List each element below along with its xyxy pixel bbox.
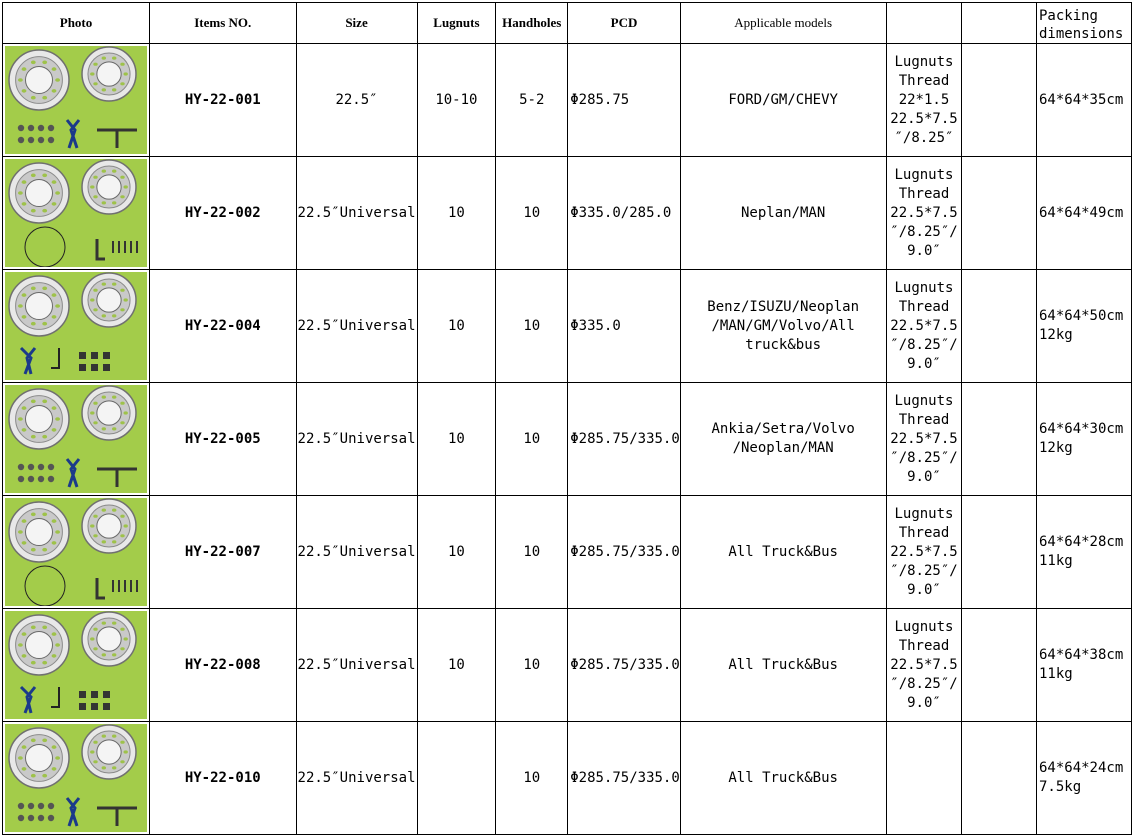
product-photo [5, 272, 147, 380]
table-row [3, 270, 1132, 383]
thread-line: 22.5*7.5 [890, 317, 958, 334]
packing-line: 7.5kg [1038, 779, 1082, 795]
thread-spec [886, 270, 962, 383]
thread-line: 22.5*7.5 [890, 110, 958, 127]
model-line: All Truck&Bus [728, 543, 838, 560]
table-row [3, 722, 1132, 835]
header-row [3, 3, 1132, 44]
packing-line: 64*64*28cm [1038, 534, 1124, 550]
packing-line: 11kg [1038, 666, 1073, 682]
applicable-models [680, 722, 886, 835]
thread-spec [886, 157, 962, 270]
applicable-models [680, 157, 886, 270]
size-value: 22.5″Universal [296, 383, 417, 496]
product-photo-cell [3, 609, 150, 722]
table-row [3, 157, 1132, 270]
lugnuts-value [417, 722, 496, 835]
table-row [3, 383, 1132, 496]
pcd-value: Φ285.75/335.0 [568, 383, 681, 496]
item-number: HY-22-004 [150, 270, 297, 383]
product-photo-cell [3, 383, 150, 496]
extra-cell [962, 609, 1037, 722]
extra-cell [962, 157, 1037, 270]
handholes-value: 10 [496, 496, 568, 609]
thread-line: ″/8.25″/ [890, 336, 958, 353]
pcd-value: Φ285.75/335.0 [568, 609, 681, 722]
product-photo [5, 159, 147, 267]
packing-line: 64*64*38cm [1038, 647, 1124, 663]
model-line: Benz/ISUZU/Neoplan [707, 298, 859, 315]
pcd-value: Φ285.75 [568, 44, 681, 157]
model-line: Neplan/MAN [741, 204, 826, 221]
handholes-value: 10 [496, 270, 568, 383]
packing-line: 64*64*35cm [1038, 91, 1124, 108]
thread-line: 22.5*7.5 [890, 543, 958, 560]
header-blank-1 [886, 3, 962, 44]
model-line: All Truck&Bus [728, 769, 838, 786]
product-photo [5, 46, 147, 154]
size-value: 22.5″ [296, 44, 417, 157]
size-value: 22.5″Universal [296, 722, 417, 835]
item-number: HY-22-002 [150, 157, 297, 270]
lugnuts-value: 10 [417, 383, 496, 496]
packing-line: 64*64*50cm [1038, 308, 1124, 324]
thread-spec [886, 44, 962, 157]
applicable-models [680, 609, 886, 722]
thread-line: 9.0″ [907, 694, 941, 711]
thread-line: Thread [898, 637, 950, 654]
header-item-no: Items NO. [150, 3, 297, 44]
lugnuts-value: 10 [417, 496, 496, 609]
model-line: /Neoplan/MAN [732, 440, 834, 456]
size-value: 22.5″Universal [296, 496, 417, 609]
size-value: 22.5″Universal [296, 270, 417, 383]
product-photo-cell [3, 496, 150, 609]
packing-dimensions [1036, 157, 1131, 270]
size-value: 22.5″Universal [296, 609, 417, 722]
applicable-models [680, 44, 886, 157]
thread-line: 9.0″ [907, 581, 941, 598]
thread-line: Lugnuts [894, 53, 954, 70]
thread-spec [886, 496, 962, 609]
header-blank-2 [962, 3, 1037, 44]
item-number: HY-22-010 [150, 722, 297, 835]
applicable-models [680, 270, 886, 383]
packing-dimensions [1036, 270, 1131, 383]
product-photo-cell [3, 270, 150, 383]
thread-line: Thread [898, 72, 950, 89]
handholes-value: 10 [496, 157, 568, 270]
header-handholes: Handholes [496, 3, 568, 44]
extra-cell [962, 383, 1037, 496]
lugnuts-value: 10-10 [417, 44, 496, 157]
product-photo [5, 498, 147, 606]
thread-line: Thread [898, 298, 950, 315]
product-photo [5, 724, 147, 832]
product-photo [5, 385, 147, 493]
packing-dimensions [1036, 609, 1131, 722]
pcd-value: Φ335.0 [568, 270, 681, 383]
thread-line: 9.0″ [907, 242, 941, 259]
packing-dimensions [1036, 496, 1131, 609]
thread-line: 9.0″ [907, 355, 941, 372]
extra-cell [962, 270, 1037, 383]
extra-cell [962, 496, 1037, 609]
size-value: 22.5″Universal [296, 157, 417, 270]
item-number: HY-22-008 [150, 609, 297, 722]
product-photo-cell [3, 157, 150, 270]
pcd-value: Φ285.75/335.0 [568, 722, 681, 835]
packing-dimensions [1036, 44, 1131, 157]
header-packing-dimensions: Packing dimensions [1036, 3, 1131, 44]
model-line: Ankia/Setra/Volvo [711, 421, 855, 437]
pcd-value: Φ335.0/285.0 [568, 157, 681, 270]
handholes-value: 5-2 [496, 44, 568, 157]
lugnuts-value: 10 [417, 609, 496, 722]
product-photo-cell [3, 44, 150, 157]
packing-line: 11kg [1038, 553, 1073, 569]
thread-line: Lugnuts [894, 279, 954, 296]
header-lugnuts: Lugnuts [417, 3, 496, 44]
extra-cell [962, 44, 1037, 157]
model-line: All Truck&Bus [728, 656, 838, 673]
thread-spec [886, 609, 962, 722]
product-table [2, 2, 1132, 835]
extra-cell [962, 722, 1037, 835]
thread-line: ″/8.25″/ [890, 449, 958, 466]
applicable-models [680, 496, 886, 609]
header-pcd: PCD [568, 3, 681, 44]
header-applicable-models: Applicable models [680, 3, 886, 44]
handholes-value: 10 [496, 609, 568, 722]
thread-line: 22.5*7.5 [890, 204, 958, 221]
thread-spec [886, 383, 962, 496]
model-line: /MAN/GM/Volvo/All [711, 317, 855, 334]
thread-line: Lugnuts [894, 618, 954, 635]
thread-line: ″/8.25″/ [890, 223, 958, 240]
table-row [3, 496, 1132, 609]
header-photo: Photo [3, 3, 150, 44]
packing-line: 64*64*24cm [1038, 760, 1124, 776]
thread-line: Thread [898, 411, 950, 428]
product-photo [5, 611, 147, 719]
thread-line: Thread [898, 524, 950, 541]
applicable-models [680, 383, 886, 496]
table-row [3, 44, 1132, 157]
thread-line: Lugnuts [894, 392, 954, 409]
thread-line: Lugnuts [894, 505, 954, 522]
lugnuts-value: 10 [417, 270, 496, 383]
pcd-value: Φ285.75/335.0 [568, 496, 681, 609]
table-row [3, 609, 1132, 722]
thread-line: 22*1.5 [898, 91, 950, 108]
thread-line: Lugnuts [894, 166, 954, 183]
lugnuts-value: 10 [417, 157, 496, 270]
packing-line: 12kg [1038, 440, 1073, 456]
product-photo-cell [3, 722, 150, 835]
item-number: HY-22-007 [150, 496, 297, 609]
thread-line: 9.0″ [907, 468, 941, 485]
thread-line: ″/8.25″/ [890, 675, 958, 692]
packing-line: 12kg [1038, 327, 1073, 343]
model-line: truck&bus [745, 336, 822, 353]
item-number: HY-22-005 [150, 383, 297, 496]
packing-dimensions [1036, 722, 1131, 835]
item-number: HY-22-001 [150, 44, 297, 157]
packing-line: 64*64*30cm [1038, 421, 1124, 437]
thread-line: 22.5*7.5 [890, 656, 958, 673]
packing-line: 64*64*49cm [1038, 204, 1124, 221]
header-size: Size [296, 3, 417, 44]
handholes-value: 10 [496, 383, 568, 496]
packing-dimensions [1036, 383, 1131, 496]
model-line: FORD/GM/CHEVY [728, 91, 838, 108]
thread-spec [886, 722, 962, 835]
handholes-value: 10 [496, 722, 568, 835]
thread-line: ″/8.25″/ [890, 562, 958, 579]
thread-line: Thread [898, 185, 950, 202]
thread-line: ″/8.25″ [894, 129, 954, 146]
thread-line: 22.5*7.5 [890, 430, 958, 447]
